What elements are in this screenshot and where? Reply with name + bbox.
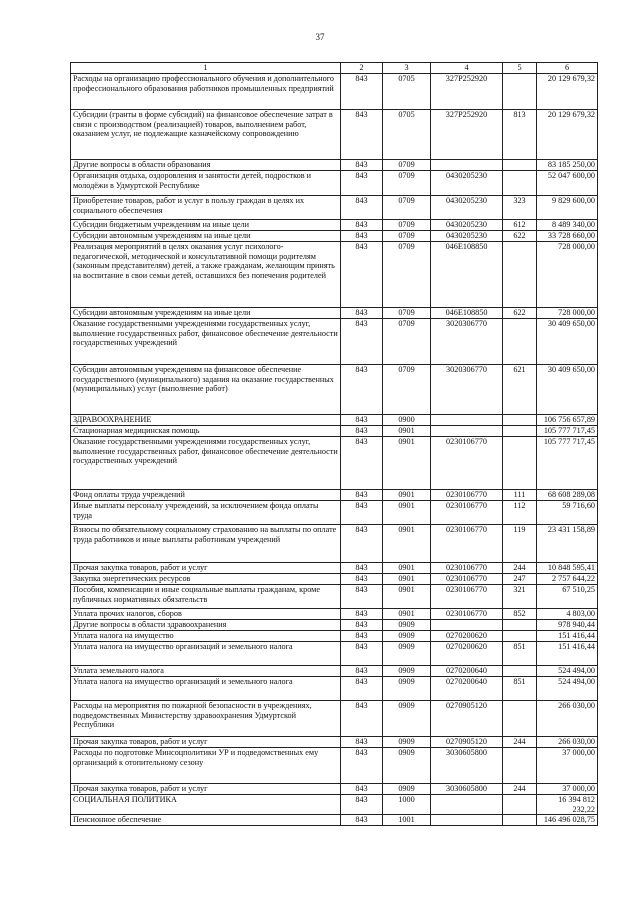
row-expense-type [503, 242, 537, 308]
row-sum: 30 409 650,00 [537, 365, 598, 415]
row-section-code: 0709 [383, 171, 431, 196]
row-sum: 728 000,00 [537, 242, 598, 308]
row-section-code: 0909 [383, 642, 431, 666]
row-section-code: 0901 [383, 574, 431, 585]
row-section-code: 0909 [383, 677, 431, 701]
table-row [71, 631, 598, 642]
row-name: Пенсионное обеспечение [71, 815, 341, 826]
table-row [71, 620, 598, 631]
row-sum: 59 716,60 [537, 501, 598, 525]
row-target-article: 0430205230 [431, 231, 503, 242]
row-name: Прочая закупка товаров, работ и услуг [71, 784, 341, 795]
row-ved-code: 843 [341, 748, 383, 784]
row-section-code: 0709 [383, 365, 431, 415]
row-target-article: 0430205230 [431, 220, 503, 231]
row-target-article [431, 415, 503, 426]
table-row [71, 815, 598, 826]
row-sum: 9 829 600,00 [537, 196, 598, 220]
table-row [71, 585, 598, 609]
row-name: Субсидии бюджетным учреждениям на иные цели [71, 220, 341, 231]
table-body [71, 74, 598, 826]
table-row [71, 748, 598, 784]
row-section-code: 0709 [383, 231, 431, 242]
row-ved-code: 843 [341, 701, 383, 737]
table-row [71, 110, 598, 160]
row-section-code: 0901 [383, 426, 431, 437]
row-name: Расходы на мероприятия по пожарной безопасности в учреждениях, подведомственных Министерству здравоохранения Удмуртской Республики [71, 701, 341, 737]
row-section-code: 0909 [383, 666, 431, 677]
row-sum: 20 129 679,32 [537, 110, 598, 160]
row-expense-type: 111 [503, 490, 537, 501]
row-expense-type: 244 [503, 563, 537, 574]
row-ved-code: 843 [341, 525, 383, 563]
row-target-article: 0230106770 [431, 525, 503, 563]
row-ved-code: 843 [341, 196, 383, 220]
row-expense-type [503, 748, 537, 784]
row-target-article [431, 795, 503, 815]
row-ved-code: 843 [341, 490, 383, 501]
row-sum: 2 757 644,22 [537, 574, 598, 585]
row-section-code: 0909 [383, 701, 431, 737]
row-ved-code: 843 [341, 585, 383, 609]
row-name: Стационарная медицинская помощь [71, 426, 341, 437]
table-row [71, 437, 598, 490]
row-target-article: 327P252920 [431, 74, 503, 110]
row-section-code: 0901 [383, 501, 431, 525]
row-expense-type [503, 437, 537, 490]
row-expense-type [503, 74, 537, 110]
row-sum: 266 030,00 [537, 737, 598, 748]
row-target-article [431, 160, 503, 171]
row-sum: 83 185 250,00 [537, 160, 598, 171]
row-sum: 266 030,00 [537, 701, 598, 737]
row-ved-code: 843 [341, 437, 383, 490]
row-target-article: 046E108850 [431, 242, 503, 308]
row-ved-code: 843 [341, 620, 383, 631]
row-target-article: 0270905120 [431, 701, 503, 737]
row-expense-type [503, 319, 537, 365]
row-section-code: 0901 [383, 490, 431, 501]
row-name: Другие вопросы в области образования [71, 160, 341, 171]
row-ved-code: 843 [341, 160, 383, 171]
row-sum: 105 777 717,45 [537, 426, 598, 437]
row-sum: 68 608 289,08 [537, 490, 598, 501]
row-name: Фонд оплаты труда учреждений [71, 490, 341, 501]
row-section-code: 0909 [383, 737, 431, 748]
row-expense-type [503, 171, 537, 196]
row-target-article: 3030605800 [431, 784, 503, 795]
row-ved-code: 843 [341, 642, 383, 666]
row-target-article: 046E108850 [431, 308, 503, 319]
row-sum: 23 431 158,89 [537, 525, 598, 563]
row-target-article: 0430205230 [431, 196, 503, 220]
row-section-code: 0900 [383, 415, 431, 426]
header-ved: 2 [341, 63, 383, 74]
row-section-code: 0709 [383, 160, 431, 171]
row-expense-type: 323 [503, 196, 537, 220]
row-ved-code: 843 [341, 737, 383, 748]
row-expense-type [503, 795, 537, 815]
header-target-article: 4 [431, 63, 503, 74]
row-ved-code: 843 [341, 563, 383, 574]
row-section-code: 0901 [383, 437, 431, 490]
row-target-article: 0270200640 [431, 666, 503, 677]
row-ved-code: 843 [341, 609, 383, 620]
row-sum: 8 489 340,00 [537, 220, 598, 231]
row-ved-code: 843 [341, 231, 383, 242]
row-target-article: 3020306770 [431, 365, 503, 415]
row-sum: 151 416,44 [537, 631, 598, 642]
row-expense-type: 852 [503, 609, 537, 620]
table-row [71, 308, 598, 319]
row-section-code: 0901 [383, 585, 431, 609]
row-ved-code: 843 [341, 784, 383, 795]
row-sum: 67 510,25 [537, 585, 598, 609]
row-sum: 524 494,00 [537, 677, 598, 701]
table-row [71, 563, 598, 574]
row-expense-type: 244 [503, 784, 537, 795]
row-target-article [431, 620, 503, 631]
row-name: Оказание государственными учреждениями государственных услуг, выполнение государственных работ, финансовое обеспечение деятельности государственных учреждений [71, 437, 341, 490]
row-target-article [431, 426, 503, 437]
row-expense-type: 851 [503, 642, 537, 666]
row-ved-code: 843 [341, 426, 383, 437]
row-expense-type [503, 426, 537, 437]
header-expense-type: 5 [503, 63, 537, 74]
row-name: Уплата прочих налогов, сборов [71, 609, 341, 620]
row-sum: 978 940,44 [537, 620, 598, 631]
row-section-code: 0909 [383, 784, 431, 795]
row-name: Пособия, компенсации и иные социальные выплаты гражданам, кроме публичных нормативных обязательств [71, 585, 341, 609]
row-name: Оказание государственными учреждениями государственных услуг, выполнение государственных работ, финансовое обеспечение деятельности государственных учреждений [71, 319, 341, 365]
table-row [71, 231, 598, 242]
row-expense-type: 622 [503, 308, 537, 319]
row-section-code: 0909 [383, 620, 431, 631]
table-row [71, 365, 598, 415]
row-target-article: 0230106770 [431, 501, 503, 525]
row-target-article: 0430205230 [431, 171, 503, 196]
row-name: Организация отдыха, оздоровления и занятости детей, подростков и молодёжи в Удмуртской Республике [71, 171, 341, 196]
row-section-code: 0709 [383, 242, 431, 308]
row-ved-code: 843 [341, 319, 383, 365]
table-row [71, 677, 598, 701]
row-section-code: 0709 [383, 220, 431, 231]
row-expense-type: 621 [503, 365, 537, 415]
row-expense-type [503, 666, 537, 677]
row-ved-code: 843 [341, 171, 383, 196]
table-row [71, 642, 598, 666]
row-name: Субсидии автономным учреждениям на иные цели [71, 231, 341, 242]
row-target-article: 0230106770 [431, 609, 503, 620]
row-name: ЗДРАВООХРАНЕНИЕ [71, 415, 341, 426]
row-name: Приобретение товаров, работ и услуг в пользу граждан в целях их социального обеспечения [71, 196, 341, 220]
row-ved-code: 843 [341, 110, 383, 160]
row-section-code: 0709 [383, 196, 431, 220]
row-name: Прочая закупка товаров, работ и услуг [71, 563, 341, 574]
table-row [71, 795, 598, 815]
row-section-code: 0705 [383, 74, 431, 110]
row-section-code: 0709 [383, 319, 431, 365]
row-target-article: 0230106770 [431, 563, 503, 574]
row-name: Другие вопросы в области здравоохранения [71, 620, 341, 631]
row-ved-code: 843 [341, 74, 383, 110]
table-row [71, 737, 598, 748]
row-ved-code: 843 [341, 415, 383, 426]
page-number: 37 [315, 32, 325, 42]
row-target-article: 0230106770 [431, 490, 503, 501]
table-row [71, 574, 598, 585]
row-target-article: 0270200640 [431, 677, 503, 701]
row-target-article: 0270905120 [431, 737, 503, 748]
row-expense-type: 244 [503, 737, 537, 748]
row-ved-code: 843 [341, 220, 383, 231]
row-section-code: 0909 [383, 748, 431, 784]
row-name: Прочая закупка товаров, работ и услуг [71, 737, 341, 748]
row-sum: 146 496 028,75 [537, 815, 598, 826]
table-row [71, 160, 598, 171]
header-name: 1 [71, 63, 341, 74]
budget-table [70, 62, 598, 826]
row-sum: 37 000,00 [537, 784, 598, 795]
row-sum: 37 000,00 [537, 748, 598, 784]
header-sum: 6 [537, 63, 598, 74]
row-sum: 16 394 812 232,22 [537, 795, 598, 815]
row-sum: 33 728 660,00 [537, 231, 598, 242]
row-expense-type: 612 [503, 220, 537, 231]
row-section-code: 1001 [383, 815, 431, 826]
row-expense-type: 851 [503, 677, 537, 701]
table-row [71, 525, 598, 563]
row-sum: 52 047 600,00 [537, 171, 598, 196]
row-section-code: 0901 [383, 525, 431, 563]
row-ved-code: 843 [341, 242, 383, 308]
row-name: Уплата налога на имущество организаций и земельного налога [71, 677, 341, 701]
table-row [71, 74, 598, 110]
row-section-code: 1000 [383, 795, 431, 815]
row-sum: 105 777 717,45 [537, 437, 598, 490]
table-row [71, 490, 598, 501]
header-row [71, 63, 598, 74]
row-name: Расходы по подготовке Минсоцполитики УР и подведомственных ему организаций к отопительному сезону [71, 748, 341, 784]
row-ved-code: 843 [341, 308, 383, 319]
row-section-code: 0705 [383, 110, 431, 160]
table-row [71, 171, 598, 196]
row-expense-type [503, 631, 537, 642]
table-row [71, 319, 598, 365]
row-name: Закупка энергетических ресурсов [71, 574, 341, 585]
row-sum: 20 129 679,32 [537, 74, 598, 110]
row-target-article [431, 815, 503, 826]
row-section-code: 0901 [383, 563, 431, 574]
row-ved-code: 843 [341, 574, 383, 585]
row-ved-code: 843 [341, 815, 383, 826]
row-expense-type: 813 [503, 110, 537, 160]
row-expense-type: 622 [503, 231, 537, 242]
row-sum: 4 803,00 [537, 609, 598, 620]
row-name: Взносы по обязательному социальному страхованию на выплаты по оплате труда работников и иные выплаты работникам учреждений [71, 525, 341, 563]
row-ved-code: 843 [341, 666, 383, 677]
row-sum: 524 494,00 [537, 666, 598, 677]
row-sum: 106 756 657,89 [537, 415, 598, 426]
row-ved-code: 843 [341, 501, 383, 525]
row-name: Субсидии (гранты в форме субсидий) на финансовое обеспечение затрат в связи с производством (реализацией) товаров, выполнением работ, оказанием услуг, не подлежащие казначейскому сопровождению [71, 110, 341, 160]
row-name: Субсидии автономным учреждениям на финансовое обеспечение государственного (муниципального) задания на оказание государственных (муниципальных) услуг (выполнение работ) [71, 365, 341, 415]
row-expense-type [503, 415, 537, 426]
row-target-article: 0270200620 [431, 642, 503, 666]
row-section-code: 0901 [383, 609, 431, 620]
row-name: Уплата налога на имущество организаций и земельного налога [71, 642, 341, 666]
table-row [71, 242, 598, 308]
row-target-article: 0270200620 [431, 631, 503, 642]
table-row [71, 701, 598, 737]
row-name: Иные выплаты персоналу учреждений, за исключением фонда оплаты труда [71, 501, 341, 525]
row-name: СОЦИАЛЬНАЯ ПОЛИТИКА [71, 795, 341, 815]
row-ved-code: 843 [341, 677, 383, 701]
row-name: Расходы на организацию профессионального обучения и дополнительного профессионального образования работников промышленных предприятий [71, 74, 341, 110]
table-row [71, 426, 598, 437]
row-ved-code: 843 [341, 365, 383, 415]
row-name: Реализация мероприятий в целях оказания услуг психолого-педагогической, методической и консультативной помощи родителям (законным представителям) детей, а также гражданам, желающим принять на воспитание в свои семьи детей, оставшихся без попечения родителей [71, 242, 341, 308]
table-row [71, 220, 598, 231]
row-expense-type: 119 [503, 525, 537, 563]
row-ved-code: 843 [341, 631, 383, 642]
row-expense-type [503, 815, 537, 826]
row-sum: 30 409 650,00 [537, 319, 598, 365]
row-section-code: 0909 [383, 631, 431, 642]
row-name: Уплата земельного налога [71, 666, 341, 677]
row-expense-type [503, 160, 537, 171]
row-expense-type [503, 620, 537, 631]
row-target-article: 327P252920 [431, 110, 503, 160]
table-row [71, 666, 598, 677]
row-name: Субсидии автономным учреждениям на иные цели [71, 308, 341, 319]
row-target-article: 0230106770 [431, 574, 503, 585]
row-name: Уплата налога на имущество [71, 631, 341, 642]
row-sum: 728 000,00 [537, 308, 598, 319]
row-expense-type [503, 701, 537, 737]
row-ved-code: 843 [341, 795, 383, 815]
row-target-article: 3030605800 [431, 748, 503, 784]
row-expense-type: 112 [503, 501, 537, 525]
row-expense-type: 247 [503, 574, 537, 585]
table-row [71, 501, 598, 525]
table-row [71, 609, 598, 620]
table-row [71, 196, 598, 220]
row-sum: 10 848 595,41 [537, 563, 598, 574]
header-section: 3 [383, 63, 431, 74]
row-target-article: 0230106770 [431, 585, 503, 609]
table-row [71, 784, 598, 795]
row-section-code: 0709 [383, 308, 431, 319]
row-sum: 151 416,44 [537, 642, 598, 666]
row-expense-type: 321 [503, 585, 537, 609]
table-row [71, 415, 598, 426]
row-target-article: 3020306770 [431, 319, 503, 365]
row-target-article: 0230106770 [431, 437, 503, 490]
